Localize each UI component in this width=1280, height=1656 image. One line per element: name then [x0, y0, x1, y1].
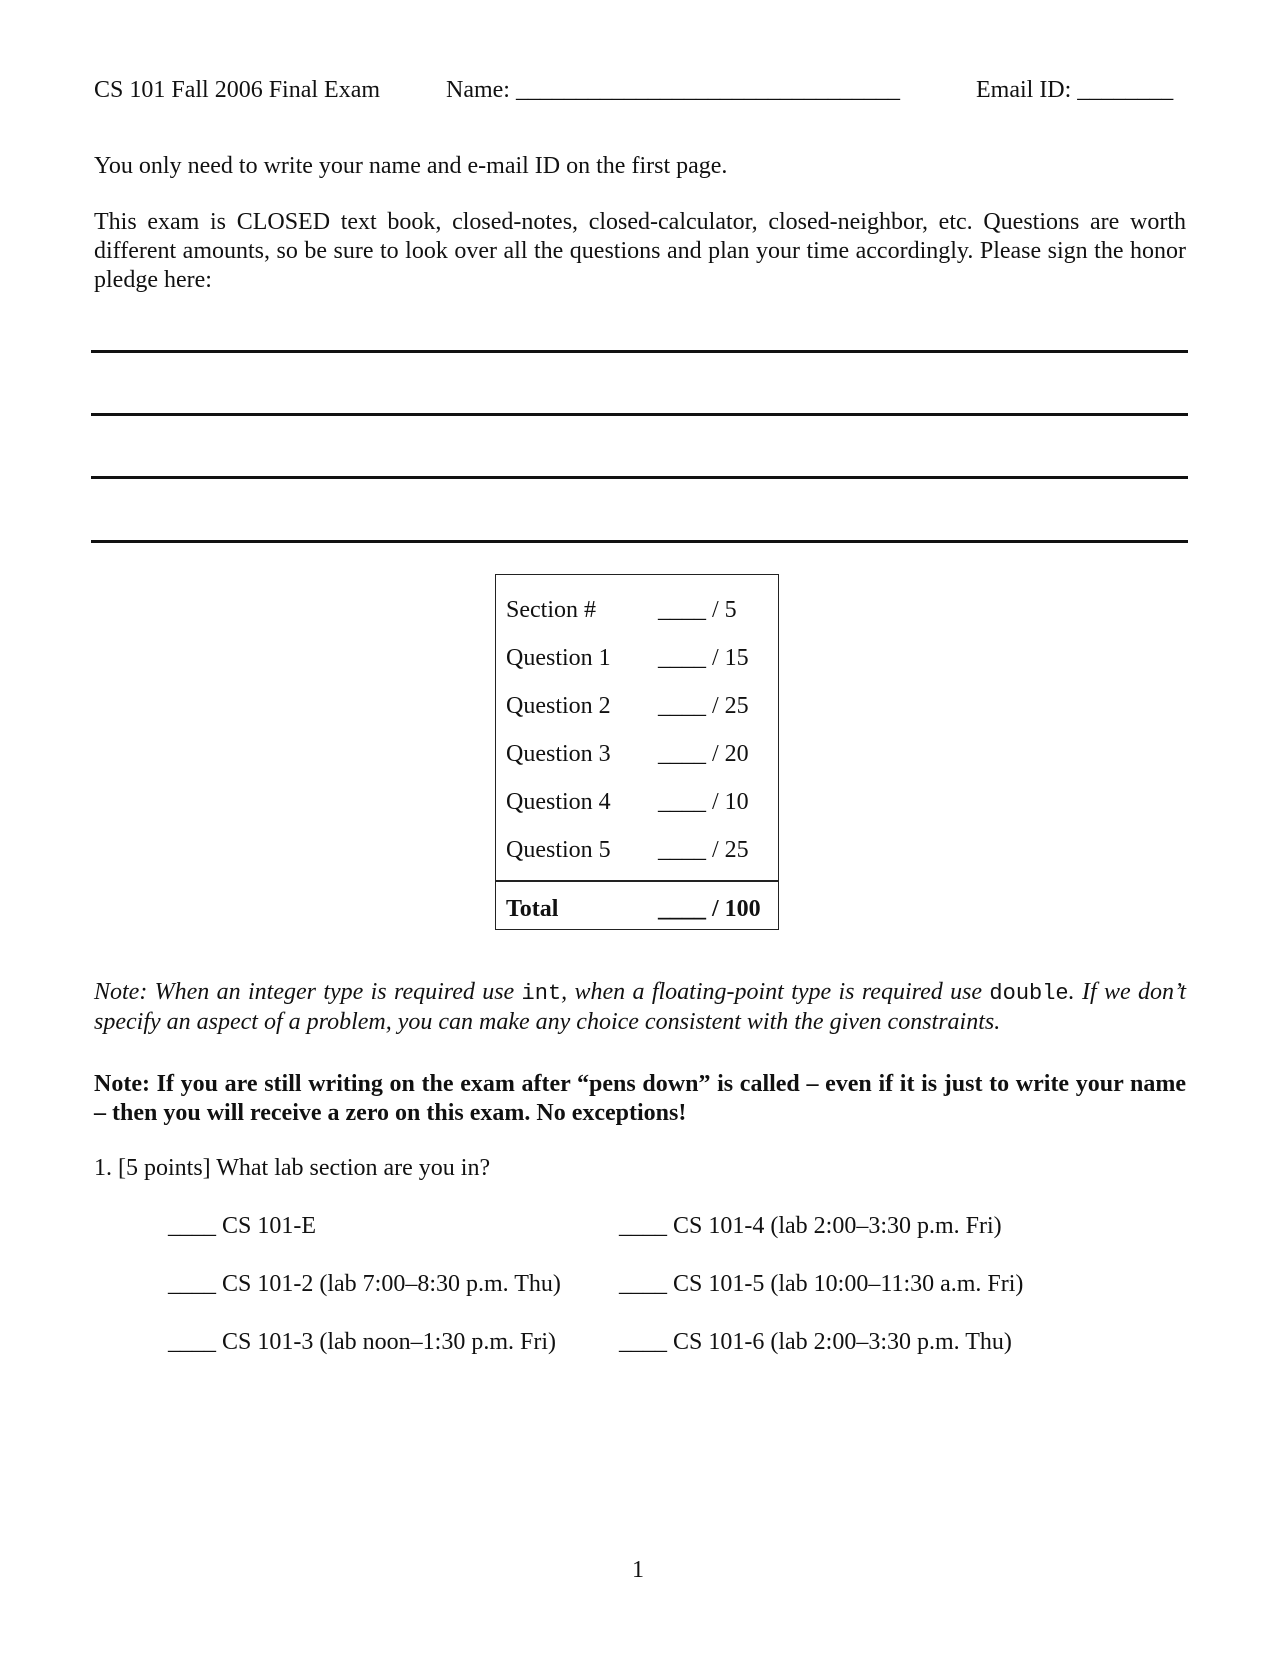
- course-title: CS 101 Fall 2006 Final Exam: [94, 77, 381, 103]
- score-table: [495, 574, 779, 930]
- pledge-line: [91, 413, 1188, 416]
- pens-down-note: Note: If you are still writing on the exam after “pens down” is called – even if it is just to write your name – then you will receive a zero on this exam. No exceptions!: [94, 1071, 1186, 1126]
- lab-option: ____ CS 101-3 (lab noon–1:30 p.m. Fri): [168, 1329, 556, 1355]
- instruction-line: You only need to write your name and e-mail ID on the first page.: [94, 153, 728, 179]
- email-field: Email ID: ________: [976, 77, 1174, 103]
- pledge-line: [91, 476, 1188, 479]
- score-value: ____ / 25: [658, 693, 749, 719]
- score-total-value: ____ / 100: [658, 896, 761, 922]
- pledge-line: [91, 350, 1188, 353]
- lab-option: ____ CS 101-6 (lab 2:00–3:30 p.m. Thu): [619, 1329, 1012, 1355]
- code-double: double: [989, 981, 1069, 1006]
- lab-option: ____ CS 101-E: [168, 1213, 317, 1239]
- lab-option: ____ CS 101-4 (lab 2:00–3:30 p.m. Fri): [619, 1213, 1002, 1239]
- lab-option: ____ CS 101-2 (lab 7:00–8:30 p.m. Thu): [168, 1271, 561, 1297]
- pledge-line: [91, 540, 1188, 543]
- type-note: [94, 978, 1186, 1037]
- score-value: ____ / 15: [658, 645, 749, 671]
- type-note-text: . If we don’t specify an aspect of a problem, you can make any choice consistent with the given constraints.: [94, 979, 1186, 1035]
- score-label: Question 1: [506, 645, 611, 671]
- score-label: Question 4: [506, 789, 611, 815]
- score-value: ____ / 20: [658, 741, 749, 767]
- score-label: Question 2: [506, 693, 611, 719]
- score-value: ____ / 25: [658, 837, 749, 863]
- page-number: 1: [632, 1557, 644, 1583]
- score-total-label: Total: [506, 896, 559, 922]
- type-note-text: Note: When an integer type is required use: [94, 979, 522, 1005]
- score-divider: [496, 880, 778, 882]
- name-field: Name: ________________________________: [446, 77, 900, 103]
- score-value: ____ / 10: [658, 789, 749, 815]
- question-1-prompt: 1. [5 points] What lab section are you in?: [94, 1155, 491, 1181]
- score-label: Section #: [506, 597, 596, 623]
- score-value: ____ / 5: [658, 597, 737, 623]
- score-label: Question 3: [506, 741, 611, 767]
- code-int: int: [521, 981, 562, 1006]
- type-note-text: , when a floating-point type is required use: [561, 979, 990, 1005]
- score-label: Question 5: [506, 837, 611, 863]
- instruction-paragraph: This exam is CLOSED text book, closed-notes, closed-calculator, closed-neighbor, etc. Questions are worth different amounts, so be sure to look over all the questions and plan your time accordingly. Please sign the honor pledge here:: [94, 209, 1186, 293]
- lab-option: ____ CS 101-5 (lab 10:00–11:30 a.m. Fri): [619, 1271, 1024, 1297]
